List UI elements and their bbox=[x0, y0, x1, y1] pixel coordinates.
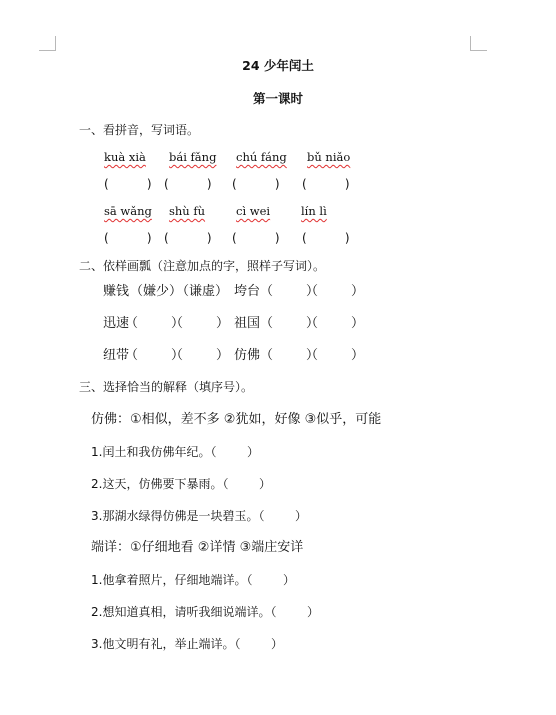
answer-blank-kuatai-1[interactable]: （ ） bbox=[260, 284, 320, 299]
answer-blank-kuatai-2[interactable]: （ ） bbox=[305, 284, 365, 299]
question-duanxiang-3[interactable]: 3.他文明有礼，举止端详。（ ） bbox=[91, 637, 283, 651]
answer-blank-3[interactable]: ( ) bbox=[232, 177, 280, 191]
answer-blank-1[interactable]: ( ) bbox=[104, 177, 152, 191]
question-fangfu-2[interactable]: 2.这天，仿佛要下暴雨。（ ） bbox=[91, 477, 271, 491]
answer-blank-xunsu-1[interactable]: （ ） bbox=[125, 316, 185, 331]
crop-mark-top-right bbox=[470, 36, 487, 51]
word-kuatai: 垮台 bbox=[234, 284, 261, 299]
answer-blank-zuguo-2[interactable]: （ ） bbox=[305, 316, 365, 331]
answer-blank-8[interactable]: ( ) bbox=[302, 231, 350, 245]
answer-blank-4[interactable]: ( ) bbox=[302, 177, 350, 191]
pinyin-5: sā wǎng bbox=[104, 204, 152, 218]
word-niudai: 纽带 bbox=[103, 348, 130, 363]
definition-duanxiang: 端详：①仔细地看 ②详情 ③端庄安详 bbox=[91, 540, 304, 555]
answer-blank-2[interactable]: ( ) bbox=[164, 177, 212, 191]
document-title: 24 少年闰土 bbox=[242, 58, 314, 73]
question-fangfu-3[interactable]: 3.那湖水绿得仿佛是一块碧玉。（ ） bbox=[91, 509, 307, 523]
question-duanxiang-2[interactable]: 2.想知道真相，请听我细说端详。（ ） bbox=[91, 605, 319, 619]
answer-blank-niudai-1[interactable]: （ ） bbox=[125, 348, 185, 363]
question-duanxiang-1[interactable]: 1.他拿着照片，仔细地端详。（ ） bbox=[91, 573, 295, 587]
pinyin-8: lín lì bbox=[301, 204, 327, 218]
pinyin-2: bái fǎng bbox=[169, 150, 217, 164]
definition-fangfu: 仿佛：①相似，差不多 ②犹如，好像 ③似乎，可能 bbox=[91, 412, 382, 427]
question-fangfu-1[interactable]: 1.闰土和我仿佛年纪。（ ） bbox=[91, 445, 259, 459]
answer-blank-fangfu-2[interactable]: （ ） bbox=[305, 348, 365, 363]
pinyin-6: shù fù bbox=[169, 204, 206, 218]
section-2-heading: 二、依样画瓢（注意加点的字，照样子写词）。 bbox=[79, 259, 326, 273]
example-xianshao: （嫌少） bbox=[130, 284, 183, 299]
answer-blank-6[interactable]: ( ) bbox=[164, 231, 212, 245]
example-qianxu: （谦虚） bbox=[176, 284, 229, 299]
answer-blank-niudai-2[interactable]: （ ） bbox=[170, 348, 230, 363]
word-fangfu: 仿佛 bbox=[234, 348, 261, 363]
answer-blank-fangfu-1[interactable]: （ ） bbox=[260, 348, 320, 363]
word-xunsu: 迅速 bbox=[103, 316, 130, 331]
document-subtitle: 第一课时 bbox=[252, 91, 303, 106]
section-1-heading: 一、看拼音，写词语。 bbox=[79, 123, 200, 137]
answer-blank-7[interactable]: ( ) bbox=[232, 231, 280, 245]
pinyin-3: chú fáng bbox=[236, 150, 287, 164]
section-3-heading: 三、选择恰当的解释（填序号）。 bbox=[79, 380, 254, 394]
answer-blank-xunsu-2[interactable]: （ ） bbox=[170, 316, 230, 331]
pinyin-7: cì wei bbox=[236, 204, 271, 218]
word-zuguo: 祖国 bbox=[234, 316, 261, 331]
answer-blank-zuguo-1[interactable]: （ ） bbox=[260, 316, 320, 331]
pinyin-4: bǔ niǎo bbox=[307, 150, 351, 164]
pinyin-1: kuà xià bbox=[104, 150, 146, 164]
word-zhuanqian: 赚钱 bbox=[103, 284, 130, 299]
crop-mark-top-left bbox=[39, 36, 56, 51]
answer-blank-5[interactable]: ( ) bbox=[104, 231, 152, 245]
